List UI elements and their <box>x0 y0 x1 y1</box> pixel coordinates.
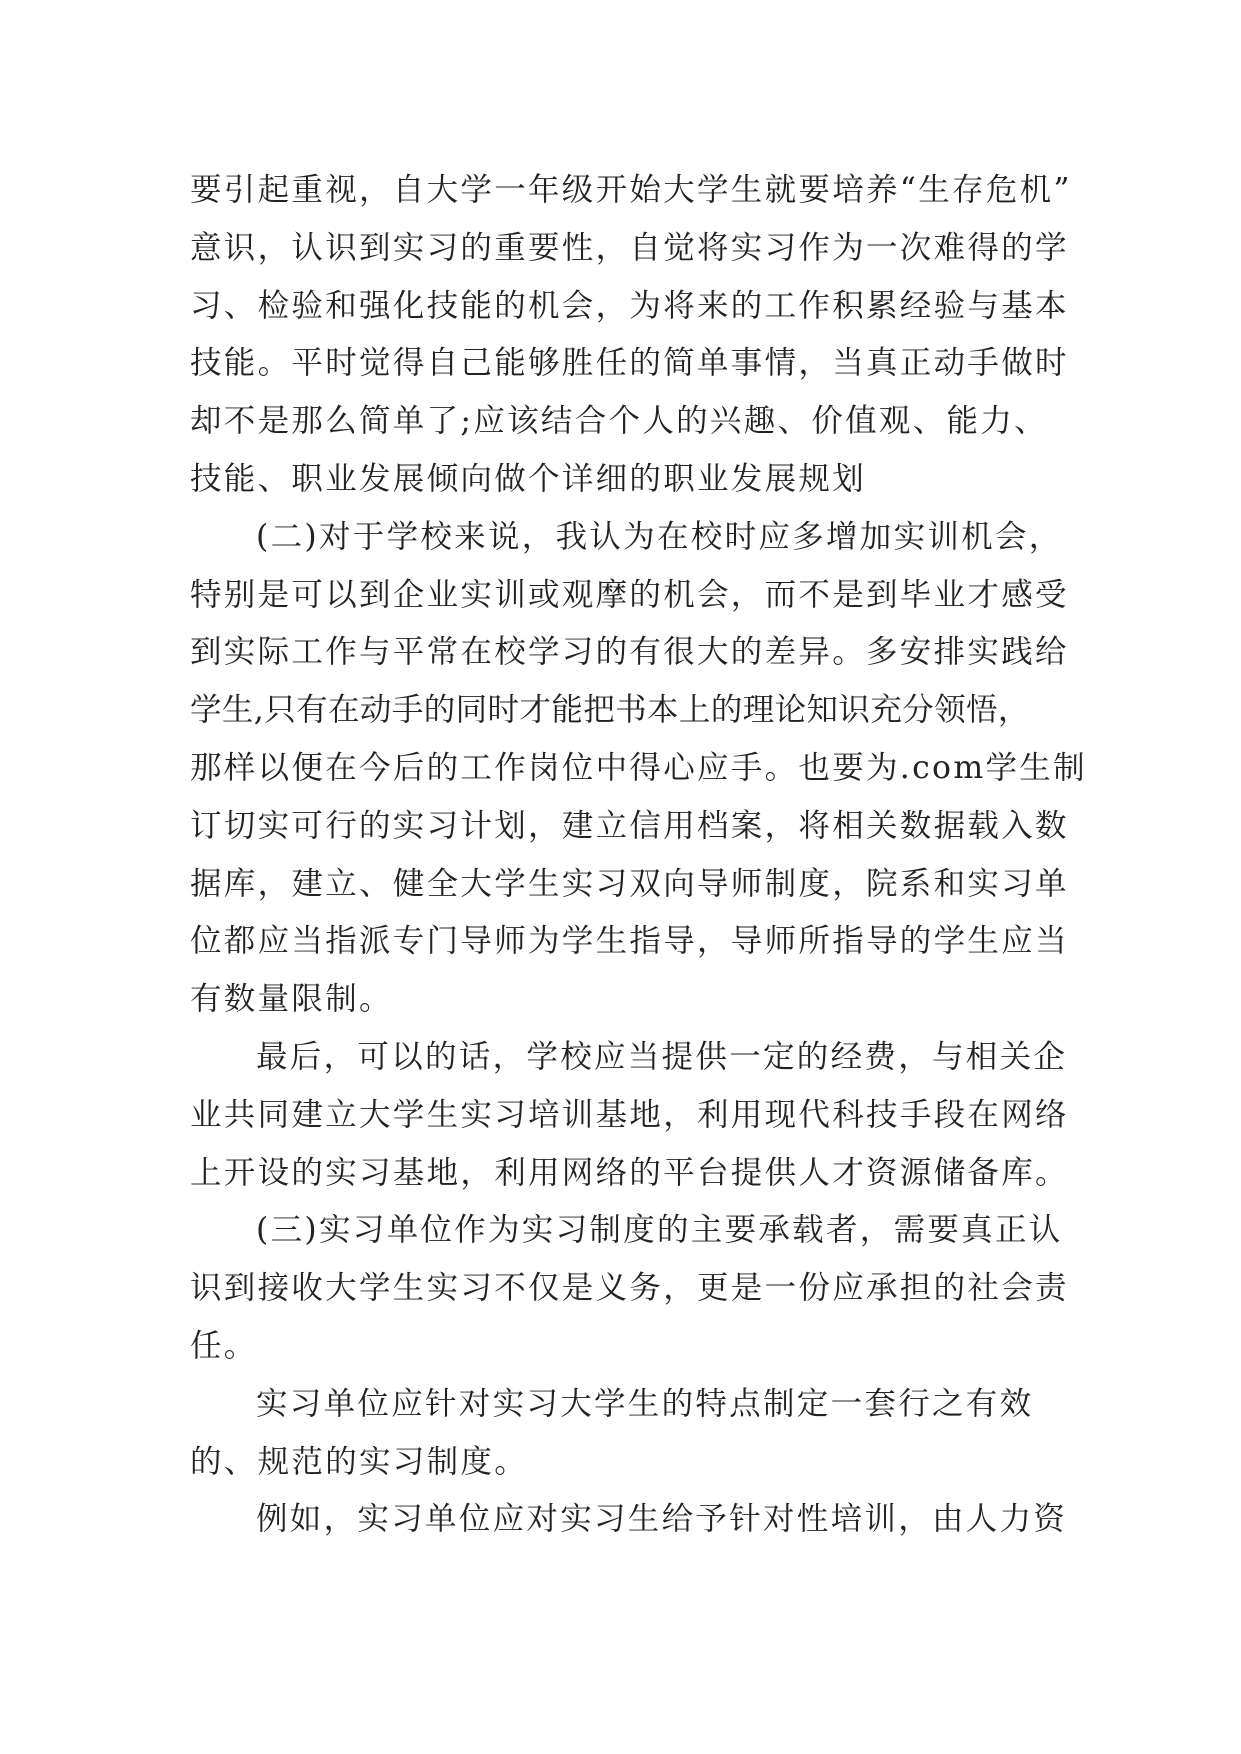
text-line: 特别是可以到企业实训或观摩的机会，而不是到毕业才感受 <box>190 576 1069 613</box>
text-line: 学生,只有在动手的同时才能把书本上的理论知识充分领悟， <box>190 692 1030 729</box>
paragraph-start-line: 例如，实习单位应对实习生给予针对性培训，由人力资 <box>256 1501 1068 1538</box>
text-line: 那样以便在今后的工作岗位中得心应手。也要为.com学生制 <box>190 749 1087 786</box>
text-line: 要引起重视，自大学一年级开始大学生就要培养“生存危机” <box>190 172 1072 208</box>
text-line: 到实际工作与平常在校学习的有很大的差异。多安排实践给 <box>190 634 1069 671</box>
paragraph-start-line: (三)实习单位作为实习制度的主要承载者，需要真正认 <box>256 1212 1063 1249</box>
text-line: 业共同建立大学生实习培训基地，利用现代科技手段在网络 <box>190 1096 1069 1133</box>
text-line: 技能、职业发展倾向做个详细的职业发展规划 <box>190 460 867 497</box>
text-line: 任。 <box>190 1327 258 1364</box>
text-line: 据库，建立、健全大学生实习双向导师制度，院系和实习单 <box>190 865 1069 902</box>
text-line: 技能。平时觉得自己能够胜任的简单事情，当真正动手做时 <box>190 345 1069 382</box>
paragraph-start-line: 最后，可以的话，学校应当提供一定的经费，与相关企 <box>256 1038 1068 1075</box>
paragraph-start-line: (二)对于学校来说，我认为在校时应多增加实训机会， <box>256 518 1063 555</box>
text-line: 位都应当指派专门导师为学生指导，导师所指导的学生应当 <box>190 923 1069 960</box>
text-line: 订切实可行的实习计划，建立信用档案，将相关数据载入数 <box>190 807 1069 844</box>
text-line: 识到接收大学生实习不仅是义务，更是一份应承担的社会责 <box>190 1270 1069 1307</box>
text-line: 习、检验和强化技能的机会，为将来的工作积累经验与基本 <box>190 287 1069 324</box>
text-line: 却不是那么简单了;应该结合个人的兴趣、价值观、能力、 <box>190 403 1048 440</box>
text-line: 上开设的实习基地，利用网络的平台提供人才资源储备库。 <box>190 1154 1069 1191</box>
text-line: 有数量限制。 <box>190 981 393 1018</box>
paragraph-start-line: 实习单位应针对实习大学生的特点制定一套行之有效 <box>256 1385 1034 1422</box>
text-line: 的、规范的实习制度。 <box>190 1443 529 1480</box>
document-body <box>190 162 1087 1549</box>
text-line: 意识，认识到实习的重要性，自觉将实习作为一次难得的学 <box>190 229 1069 266</box>
